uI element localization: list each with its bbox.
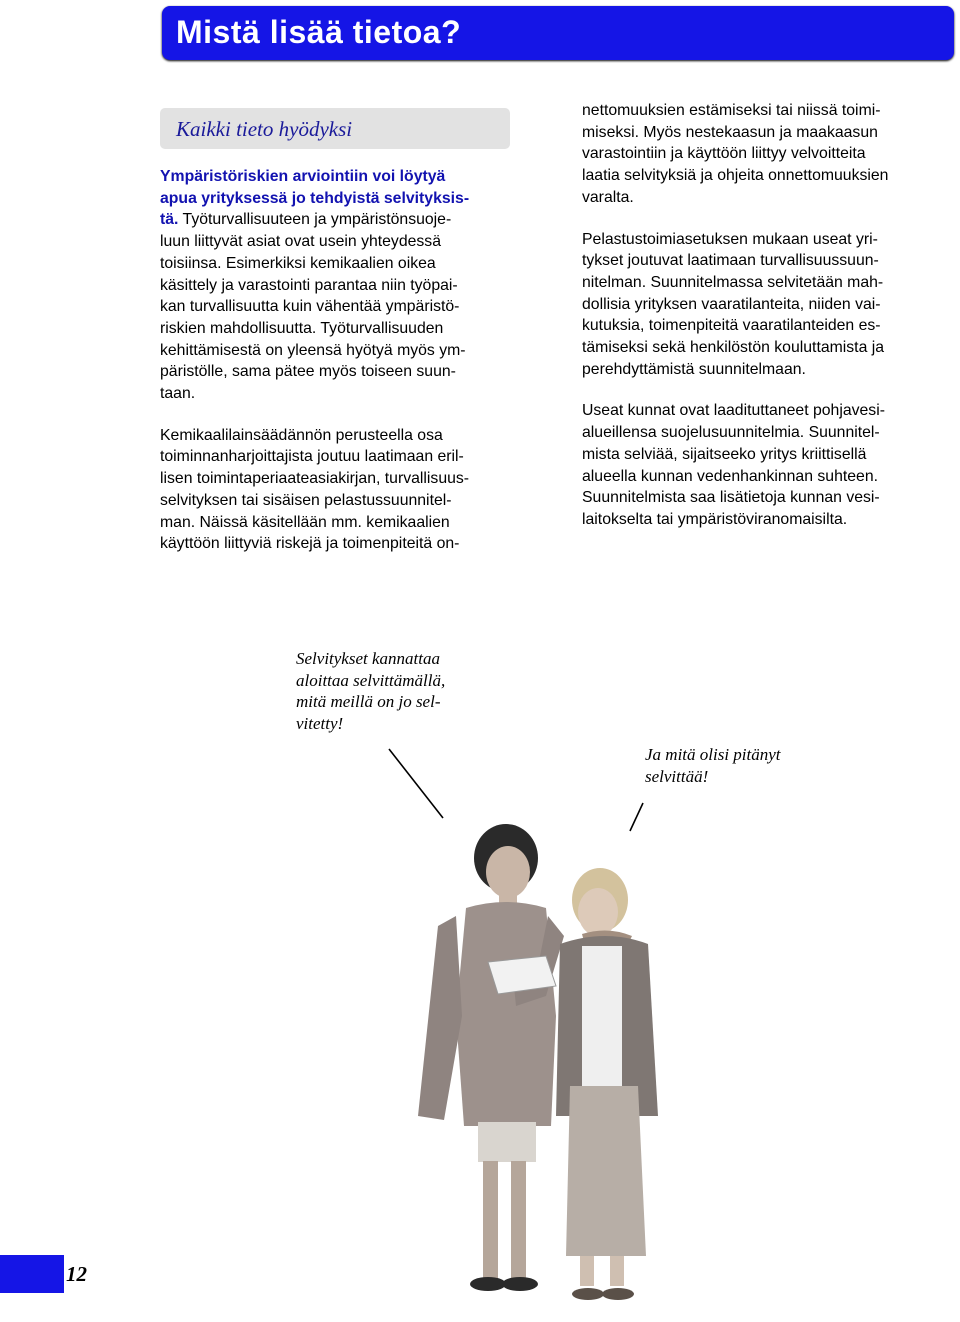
paragraph-5: Useat kunnat ovat laadituttaneet pohjavesi- alueillensa suojelusuunnitelmia. Suunnitel- mista selviää, sijaitseeko yritys kriittisellä alueella kunnan vedenhankinnan suhteen. Suunnitelmista saa lisätietoja kunnan vesi- laitokselta tai ympäristöviranomaisilta. — [582, 402, 885, 528]
woman-right-figure — [556, 868, 658, 1300]
paragraph-2: Kemikaalilainsäädännön perusteella osa toiminnanharjoittajista joutuu laatimaan eril- lisen toimintaperiaateasiakirjan, turvallisuus- selvityksen tai sisäisen pelastussuunnitel- man. Näissä käsitellään mm. kemikaalien käyttöön liittyviä riskejä ja toimenpiteitä on- — [160, 426, 470, 553]
speech-pointer-left — [389, 749, 443, 818]
page-number: 12 — [66, 1262, 87, 1286]
people-photo — [396, 816, 756, 1316]
paragraph-3: nettomuuksien estämiseksi tai niissä toimi- miseksi. Myös nestekaasun ja maakaasun varastointiin ja käyttöön liittyy velvoitteita laatia selvityksiä ja ohjeita onnettomuuksien varalta. — [582, 102, 889, 206]
paragraph-1-body: Työturvallisuuteen ja ympäristönsuoje- luun liittyvät asiat ovat usein yhteydessä toisiinsa. Esimerkiksi kemikaalien oikea käsittely ja varastointi parantaa niin työpai- kan turvallisuutta kuin vähentää ympäristö- riskien mahdollisuutta. Työturvallisuuden kehittämisestä on yleensä hyötyä myös ym- päristölle, sama pätee myös toiseen suun- taan. — [160, 211, 466, 403]
page-tab — [0, 1255, 64, 1293]
page-title: Mistä lisää tietoa? — [176, 14, 462, 50]
section-subheading: Kaikki tieto hyödyksi — [176, 117, 353, 141]
speech-text-left: Selvitykset kannattaa aloittaa selvittämällä, mitä meillä on jo sel- vitetty! — [296, 649, 446, 733]
paragraph-4: Pelastustoimiasetuksen mukaan useat yri- tykset joutuvat laatimaan turvallisuussuun- nitelman. Suunnitelmassa selvitetään mah- dollisia yrityksen vaaratilanteita, niiden vai- kutuksia, toimenpiteitä vaaratilanteiden es- tämiseksi sekä henkilöstön kouluttamista ja perehdyttämistä suunnitelmaan. — [582, 230, 885, 378]
lead-text: Ympäristöriskien arviointiin voi löytyä apua yrityksessä jo tehdyistä selvityksis- tä. — [160, 168, 470, 229]
speech-text-right: Ja mitä olisi pitänyt selvittää! — [645, 745, 781, 786]
woman-left-figure — [418, 824, 564, 1291]
